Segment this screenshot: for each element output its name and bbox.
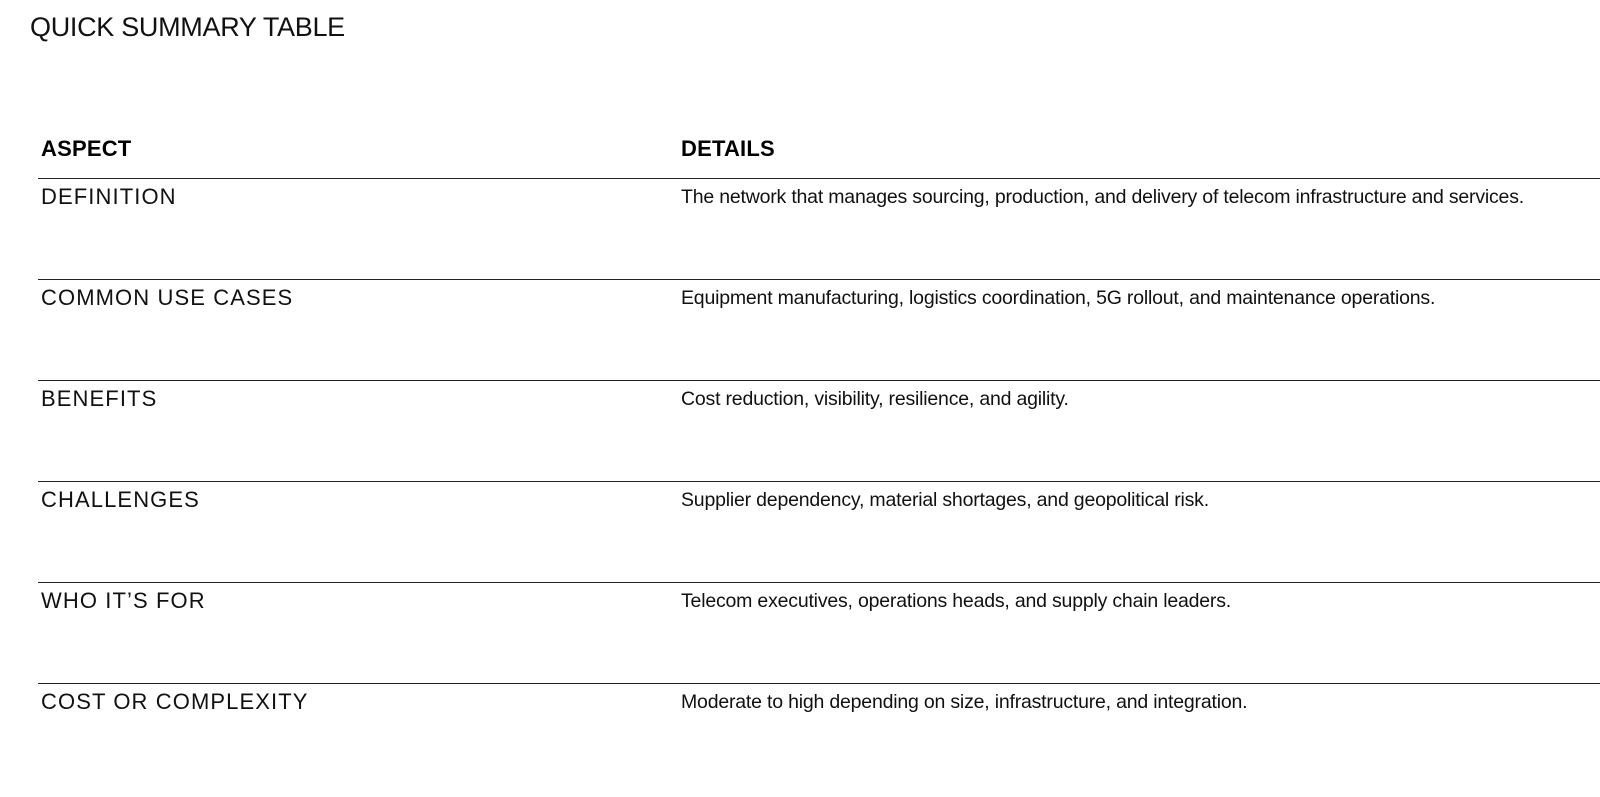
details-cell: Moderate to high depending on size, infrastructure, and integration.	[681, 691, 1248, 713]
table-row	[38, 179, 1600, 280]
aspect-cell: COMMON USE CASES	[38, 280, 678, 381]
details-cell: Equipment manufacturing, logistics coordination, 5G rollout, and maintenance operations.	[678, 280, 1600, 381]
table-row	[38, 280, 1600, 381]
aspect-cell: DEFINITION	[38, 179, 678, 280]
page-title: QUICK SUMMARY TABLE	[30, 12, 345, 42]
aspect-cell: WHO IT’S FOR	[38, 583, 678, 684]
aspect-cell: COST OR COMPLEXITY	[41, 689, 309, 714]
table-row	[38, 684, 1600, 785]
table-header-row	[38, 120, 1600, 179]
table-header	[38, 120, 1600, 179]
details-cell: Cost reduction, visibility, resilience, and agility.	[678, 381, 1600, 482]
summary-table	[38, 120, 1600, 784]
table-row	[38, 482, 1600, 583]
table-row	[38, 381, 1600, 482]
details-cell: The network that manages sourcing, production, and delivery of telecom infrastructure and services.	[678, 179, 1600, 280]
details-cell: Telecom executives, operations heads, and supply chain leaders.	[678, 583, 1600, 684]
aspect-cell: BENEFITS	[38, 381, 678, 482]
column-header-details: DETAILS	[678, 120, 1600, 179]
aspect-cell: CHALLENGES	[38, 482, 678, 583]
table-body	[38, 179, 1600, 785]
column-header-aspect: ASPECT	[38, 120, 678, 179]
details-cell: Supplier dependency, material shortages, and geopolitical risk.	[678, 482, 1600, 583]
table-row	[38, 583, 1600, 684]
